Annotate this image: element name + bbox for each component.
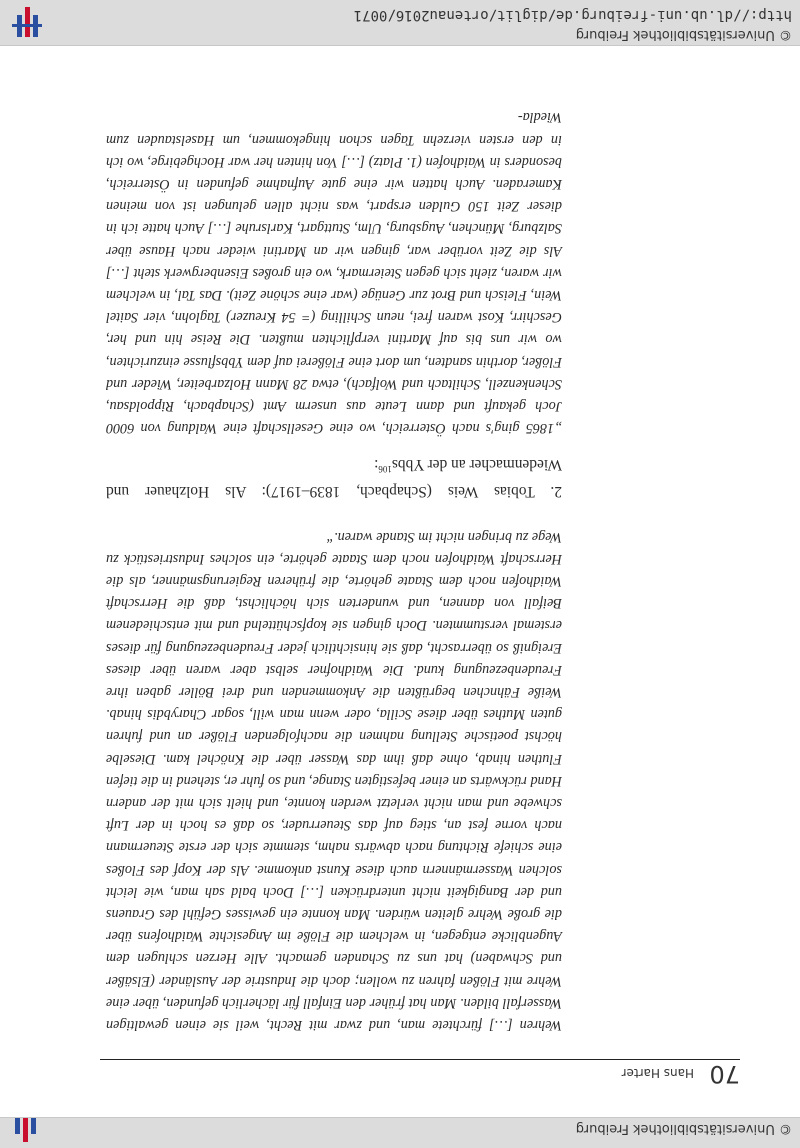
section-heading-text: 2. Tobias Weis (Schapbach, 1839–1917): Als Holzhauer und Wiedenmacher an der Ybbs — [106, 456, 562, 501]
library-credit-bottom: © Universitätsbibliothek Freiburg — [575, 27, 792, 42]
university-logo-icon — [10, 1118, 40, 1148]
quoted-paragraph-waidhofen: Wehren […] fürchtete man, und zwar mit Recht, weil sie einen gewaltigen Wasserfall bilden. Man hat früher den Einfall für lächerlich gefunden, über eine Wehre mit Flößen fahren zu wollen; doch die Industrie der Ausländer (Elsäßer und Schwaben) hat uns zu Schanden gemacht. Alle Herzen schlugen dem Augenblicke entgegen, in welchem die Flöße im Angesichte Waidhofens über die große Wehre gleiten würden. Man konnte ein gewisses Gefühl des Grauens und der Bangigkeit nicht unterdrücken […] Doch bald sah man, wie leicht solchen Wassermännern auch diese Kunst ankomme. Als der Kopf des Floßes eine schiefe Richtung nach abwärts nahm, stemmte sich der erste Steuermann nach vorne fest an, stieg auf das Steuerruder, so daß es hoch in der Luft schwebe und man nicht verletzt werden konnte, und hielt sich mit der andern Hand rückwärts an einer befestigten Stange, und so fuhr er, stehend in die tiefen Fluthen hinab, ohne daß ihm das Wasser über die Knöchel kam. Dieselbe höchst poetische Stellung nahmen die nachfolgenden Flößer an und fuhren guten Muthes über diese Scilla, oder wenn man will, sogar Charybdis hinab. Weiße Fähnchen begrüßten die Ankommenden und drei Böller gaben ihre Freudenbezeugung kund. Die Waidhofner selbst aber waren über dieses Ereigniß so überrascht, daß sie hinsichtlich jeder Freudenbezeugung für dieses erstemal verstummten. Doch gingen sie kopfschüttelnd und mit entschiedenem Beifall von dannen, und wunderten sich höchlichst, daß die Herrschaft Waidhofen noch dem Staate gehörte, die früheren Regierungsmänner, als die Herrschaft Waidhofen noch dem Staate gehörte, ein solches Industriestück zu Wege zu bringen nicht im Stande waren.“ — [106, 528, 562, 1033]
page-number: 70 — [709, 1060, 740, 1088]
section-heading-colon: : — [374, 456, 379, 474]
viewer-top-bar — [0, 1117, 800, 1148]
library-credit-top: © Universitätsbibliothek Freiburg — [575, 1121, 792, 1136]
footnote-marker: 106 — [378, 464, 392, 475]
page-body — [106, 106, 562, 1036]
page-header — [100, 1059, 740, 1088]
section-heading — [106, 453, 562, 503]
quoted-paragraph-tobias-weis: „1865 ging's nach Österreich, wo eine Gesellschaft eine Waldung von 6000 Joch gekauft und dann Leute aus unserm Amt (Schapbach, Rippoldsau, Schenkenzell, Schiltach und Wolfach), etwa 28 Mann Holzarbeiter, Wieder und Flößer, dorthin sandten, um dort eine Flößerei auf dem Ybbsflusse einzurichten, wo wir uns bis auf Martini verpflichten mußten. Die Reise hin und her, Geschirr, Kost waren frei, neun Schilling (= 54 Kreuzer) Taglohn, vier Saitel Wein, Fleisch und Brot zur Genüge (war eine schöne Zeit). Das Tal, in welchem wir waren, zieht sich gegen Steiermark, wo ein großes Eisenbergwerk steht […] Als die Zeit vorüber war, gingen wir an Martini wieder nach Hause über Salzburg, München, Augsburg, Ulm, Stuttgart, Karlsruhe […] Auch hatte ich in dieser Zeit 150 Gulden erspart, was nicht allen gelungen ist von meinen Kameraden. Auch hatten wir eine gute Aufnahme gefunden in Österreich, besonders in Waidhofen (1. Platz) […] Von hinten her war Hochgebirge, wo ich in den ersten vierzehn Tagen schon hingekommen, um Haselstauden zum Wiedla- — [106, 109, 562, 437]
source-url-link[interactable]: http://dl.ub.uni-freiburg.de/diglit/ortenau2016/0071 — [353, 7, 792, 23]
running-head: Hans Harter — [621, 1066, 694, 1080]
viewer-bottom-bar — [0, 0, 800, 46]
university-logo-icon — [12, 7, 42, 37]
